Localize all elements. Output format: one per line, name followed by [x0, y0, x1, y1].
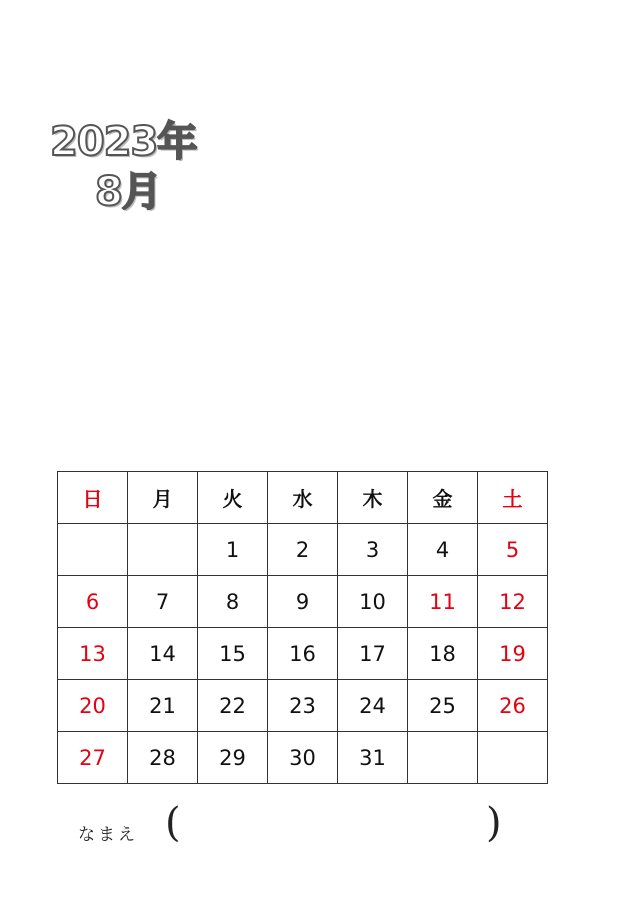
day-cell: 26 [478, 680, 548, 732]
day-cell: 23 [268, 680, 338, 732]
day-cell [128, 524, 198, 576]
day-cell: 28 [128, 732, 198, 784]
day-cell: 2 [268, 524, 338, 576]
day-cell: 12 [478, 576, 548, 628]
calendar-year-title: 2023年 [50, 119, 197, 165]
name-field-open-paren: ( [165, 800, 181, 846]
day-cell [58, 524, 128, 576]
weekday-sunday: 日 [58, 472, 128, 524]
day-cell: 25 [408, 680, 478, 732]
day-cell: 7 [128, 576, 198, 628]
week-row [58, 680, 548, 732]
day-cell: 29 [198, 732, 268, 784]
day-cell: 20 [58, 680, 128, 732]
day-cell: 16 [268, 628, 338, 680]
day-cell [408, 732, 478, 784]
week-row [58, 628, 548, 680]
weekday-header-row [58, 472, 548, 524]
day-cell: 10 [338, 576, 408, 628]
week-row [58, 524, 548, 576]
day-cell: 4 [408, 524, 478, 576]
day-cell: 30 [268, 732, 338, 784]
name-field-close-paren: ) [486, 800, 502, 846]
day-cell: 5 [478, 524, 548, 576]
day-cell: 9 [268, 576, 338, 628]
weekday-saturday: 土 [478, 472, 548, 524]
day-cell: 27 [58, 732, 128, 784]
weekday-monday: 月 [128, 472, 198, 524]
day-cell: 22 [198, 680, 268, 732]
day-cell: 8 [198, 576, 268, 628]
calendar-grid [57, 471, 548, 784]
day-cell [478, 732, 548, 784]
day-cell: 13 [58, 628, 128, 680]
day-cell: 1 [198, 524, 268, 576]
day-cell: 15 [198, 628, 268, 680]
day-cell: 21 [128, 680, 198, 732]
day-cell: 24 [338, 680, 408, 732]
day-cell: 17 [338, 628, 408, 680]
week-row [58, 732, 548, 784]
day-cell: 14 [128, 628, 198, 680]
weekday-tuesday: 火 [198, 472, 268, 524]
calendar-month-title: 8月 [95, 169, 161, 215]
name-field-label: なまえ [78, 825, 138, 845]
day-cell: 19 [478, 628, 548, 680]
day-cell: 18 [408, 628, 478, 680]
day-cell-holiday: 11 [408, 576, 478, 628]
day-cell: 3 [338, 524, 408, 576]
day-cell: 31 [338, 732, 408, 784]
weekday-wednesday: 水 [268, 472, 338, 524]
weekday-thursday: 木 [338, 472, 408, 524]
week-row [58, 576, 548, 628]
weekday-friday: 金 [408, 472, 478, 524]
day-cell: 6 [58, 576, 128, 628]
